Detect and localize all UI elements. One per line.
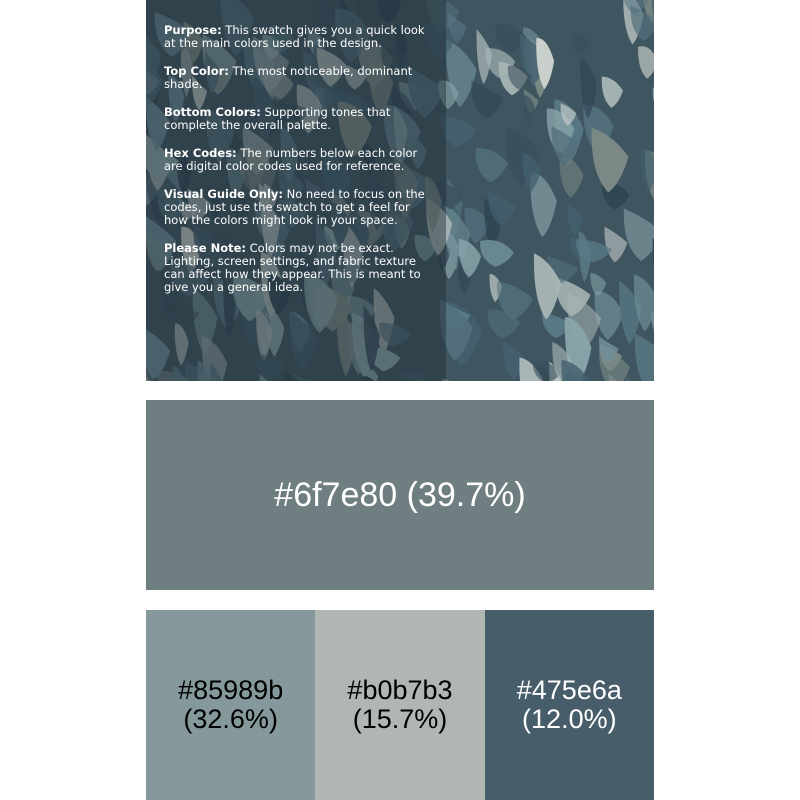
info-visual-guide: Visual Guide Only: No need to focus on the codes, just use the swatch to get a feel for how the colors might look in your space.: [164, 187, 425, 227]
info-hex-codes: Hex Codes: The numbers below each color are digital color codes used for reference.: [164, 146, 418, 173]
color-swatch-card: [146, 0, 654, 800]
texture-patch: [571, 30, 591, 55]
info-please-note: Please Note: Colors may not be exact. Lighting, screen settings, and fabric texture can affect how they appear. This is meant to give you a general idea.: [164, 241, 421, 294]
texture-patch: [635, 334, 654, 381]
texture-patch: [640, 147, 654, 191]
dominant-color-label: #6f7e80 (39.7%): [274, 475, 526, 514]
info-top-color: Top Color: The most noticeable, dominant shade.: [164, 64, 413, 91]
texture-patch: [477, 29, 492, 84]
supporting-swatch-1: [146, 610, 315, 800]
texture-patch: [653, 238, 654, 294]
texture-patch: [653, 87, 654, 120]
texture-patch: [594, 291, 623, 340]
info-bottom-colors: Bottom Colors: Supporting tones that complete the overall palette.: [164, 105, 391, 132]
fabric-texture-image: [146, 0, 654, 381]
swatch-2-hex: #b0b7b3: [347, 675, 453, 705]
texture-patch: [568, 204, 584, 236]
texture-patch: [602, 77, 623, 108]
supporting-swatch-3: [485, 610, 654, 800]
dominant-color-swatch: [146, 400, 654, 590]
supporting-swatch-2: [315, 610, 484, 800]
texture-patch: [592, 128, 629, 193]
texture-patch: [627, 378, 641, 381]
info-purpose: Purpose: This swatch gives you a quick look at the main colors used in the design.: [164, 23, 425, 50]
info-text-block: [164, 24, 432, 309]
swatch-1-hex: #85989b: [178, 675, 284, 705]
supporting-colors-row: [146, 610, 654, 800]
texture-patch: [471, 80, 504, 119]
texture-patch: [476, 148, 508, 182]
swatch-1-percent: (32.6%): [183, 704, 278, 734]
swatch-3-percent: (12.0%): [522, 704, 617, 734]
texture-patch: [480, 240, 514, 267]
swatch-3-hex: #475e6a: [516, 675, 622, 705]
texture-patch: [604, 227, 627, 263]
texture-patch: [624, 208, 654, 260]
swatch-2-percent: (15.7%): [352, 704, 448, 734]
texture-patch: [638, 46, 654, 78]
